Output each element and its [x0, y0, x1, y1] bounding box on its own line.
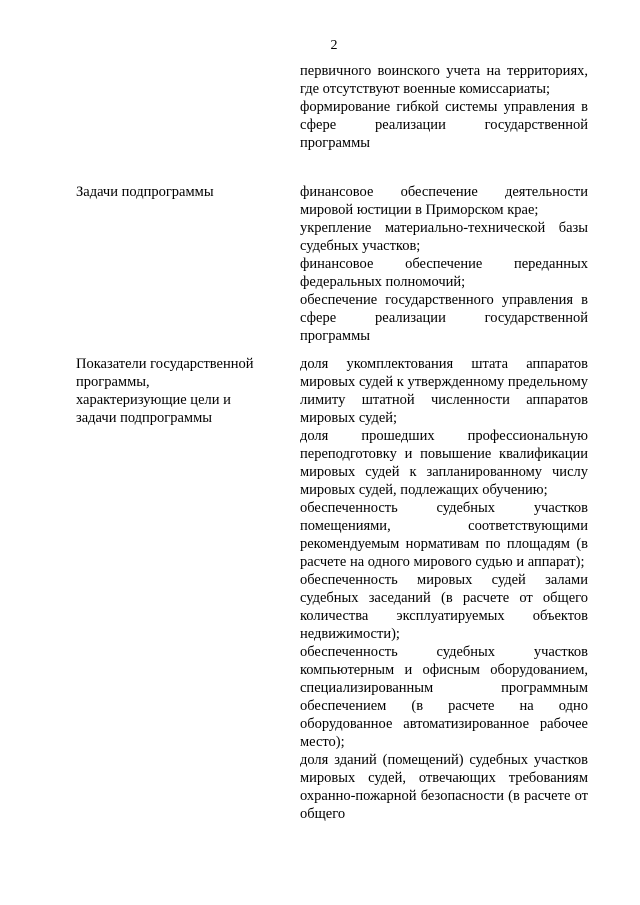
content-item: первичного воинского учета на территориях, где отсутствуют военные комиссариаты; [300, 63, 588, 97]
content-item: доля прошедших профессиональную переподготовку и повышение квалификации мировых судей к запланированному числу мировых судей, подлежащих обучению; [300, 428, 588, 498]
section-label-line: задачи подпрограммы [76, 410, 213, 426]
content-item: финансовое обеспечение деятельности мировой юстиции в Приморском крае; [300, 184, 588, 218]
content-item: обеспеченность судебных участков помещениями, соответствующими рекомендуемым нормативам по площадям (в расчете на одного мирового судью и аппарат); [300, 500, 588, 570]
content-item: финансовое обеспечение переданных федеральных полномочий; [300, 256, 588, 290]
section-label [76, 183, 276, 201]
section-label [76, 355, 276, 427]
section-label-line: Задачи подпрограммы [76, 184, 214, 200]
content-item: формирование гибкой системы управления в сфере реализации государственной программы [300, 99, 588, 151]
content-item: укрепление материально-технической базы судебных участков; [300, 220, 588, 254]
content-item: доля укомплектования штата аппаратов мировых судей к утвержденному предельному лимиту штатной численности аппаратов мировых судей; [300, 356, 588, 426]
section-content [300, 183, 588, 345]
content-item: обеспеченность судебных участков компьютерным и офисным оборудованием, специализированным программным обеспечением (в расчете на одно оборудованное автоматизированное рабочее место); [300, 644, 588, 750]
section-content [300, 62, 588, 152]
section-label-line: характеризующие цели и [76, 392, 231, 408]
section-label-line: программы, [76, 374, 150, 390]
content-item: обеспечение государственного управления в сфере реализации государственной программы [300, 292, 588, 344]
content-item: обеспеченность мировых судей залами судебных заседаний (в расчете от общего количества эксплуатируемых объектов недвижимости); [300, 572, 588, 642]
section-label-line: Показатели государственной [76, 356, 254, 372]
content-item: доля зданий (помещений) судебных участков мировых судей, отвечающих требованиям охранно-пожарной безопасности (в расчете от общего [300, 752, 588, 822]
page-number: 2 [330, 38, 338, 53]
section-content [300, 355, 588, 823]
